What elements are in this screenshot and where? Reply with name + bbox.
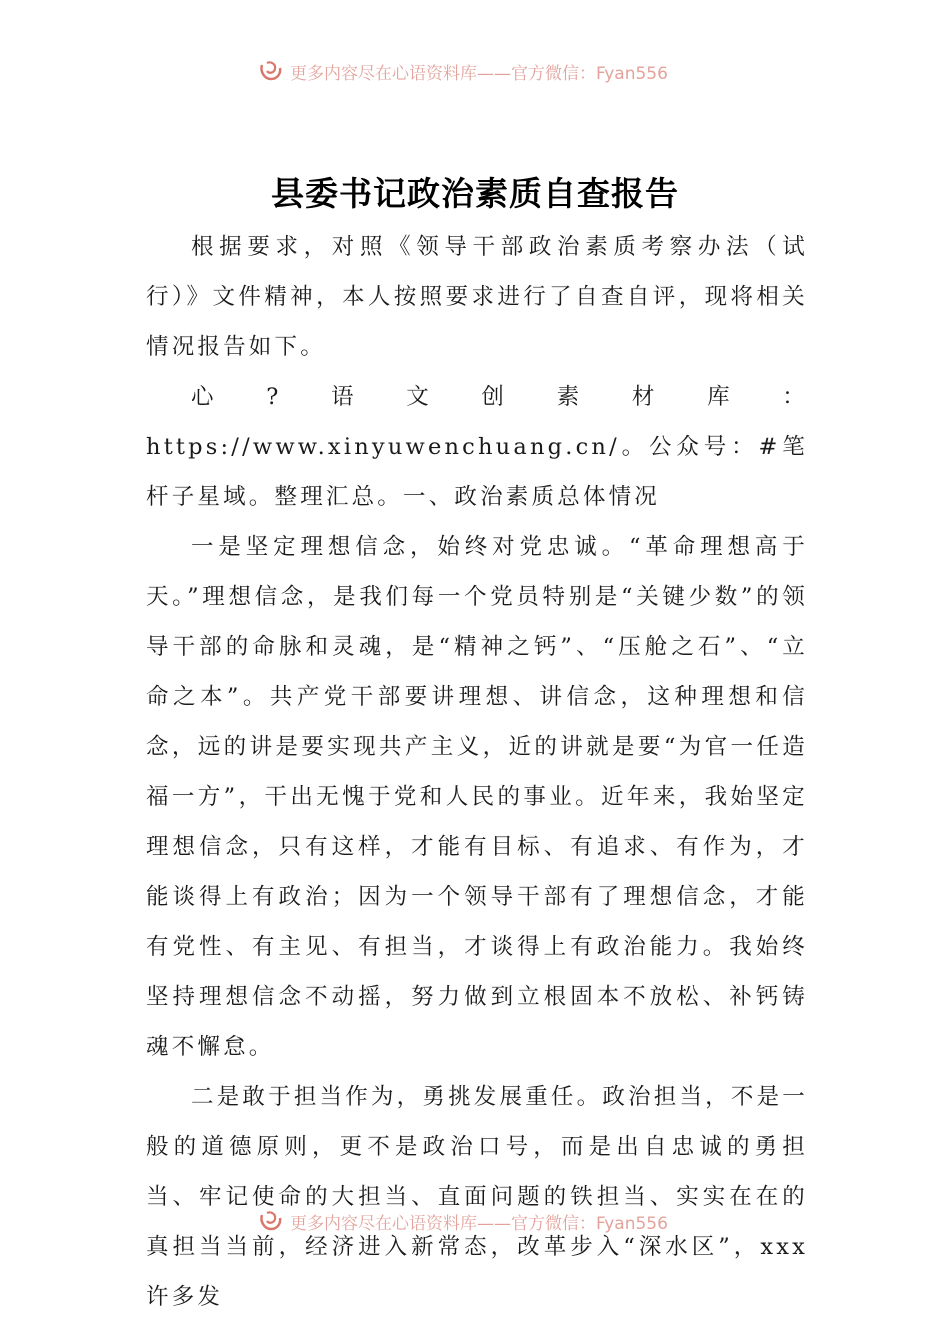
paragraph: 二是敢于担当作为，勇挑发展重任。政治担当，不是一般的道德原则，更不是政治口号，而是出自忠诚的勇担当、牢记使命的大担当、直面问题的铁担当、实实在在的真担当当前，经济进入新常态，改革步入“深水区”，xxx许多发 xyxy=(146,1084,808,1310)
paragraph: 心?语文创素材库：https://www.xinyuwenchuang.cn/。公众号：#笔杆子星域。整理汇总。一、政治素质总体情况 xyxy=(146,384,808,510)
watermark-header xyxy=(258,58,738,84)
document-title: 县委书记政治素质自查报告 xyxy=(271,174,679,213)
paragraph: 一是坚定理想信念，始终对党忠诚。“革命理想高于天。”理想信念，是我们每一个党员特别是“关键少数”的领导干部的命脉和灵魂，是“精神之钙”、“压舱之石”、“立命之本”。共产党干部要讲理想、讲信念，这种理想和信念，远的讲是要实现共产主义，近的讲就是要“为官一任造福一方”，干出无愧于党和人民的事业。近年来，我始坚定理想信念，只有这样，才能有目标、有追求、有作为，才能谈得上有政治；因为一个领导干部有了理想信念，才能有党性、有主见、有担当，才谈得上有政治能力。我始终坚持理想信念不动摇，努力做到立根固本不放松、补钙铸魂不懈怠。 xyxy=(146,534,808,1060)
paragraph: 根据要求，对照《领导干部政治素质考察办法（试行）》文件精神，本人按照要求进行了自查自评，现将相关情况报告如下。 xyxy=(146,234,808,360)
logo-icon xyxy=(258,59,284,83)
watermark-text: 更多内容尽在心语资料库——官方微信：Fyan556 xyxy=(290,63,668,84)
watermark-footer xyxy=(258,1208,738,1234)
document-body xyxy=(146,222,808,1322)
logo-icon xyxy=(258,1209,284,1233)
watermark-text: 更多内容尽在心语资料库——官方微信：Fyan556 xyxy=(290,1213,668,1234)
